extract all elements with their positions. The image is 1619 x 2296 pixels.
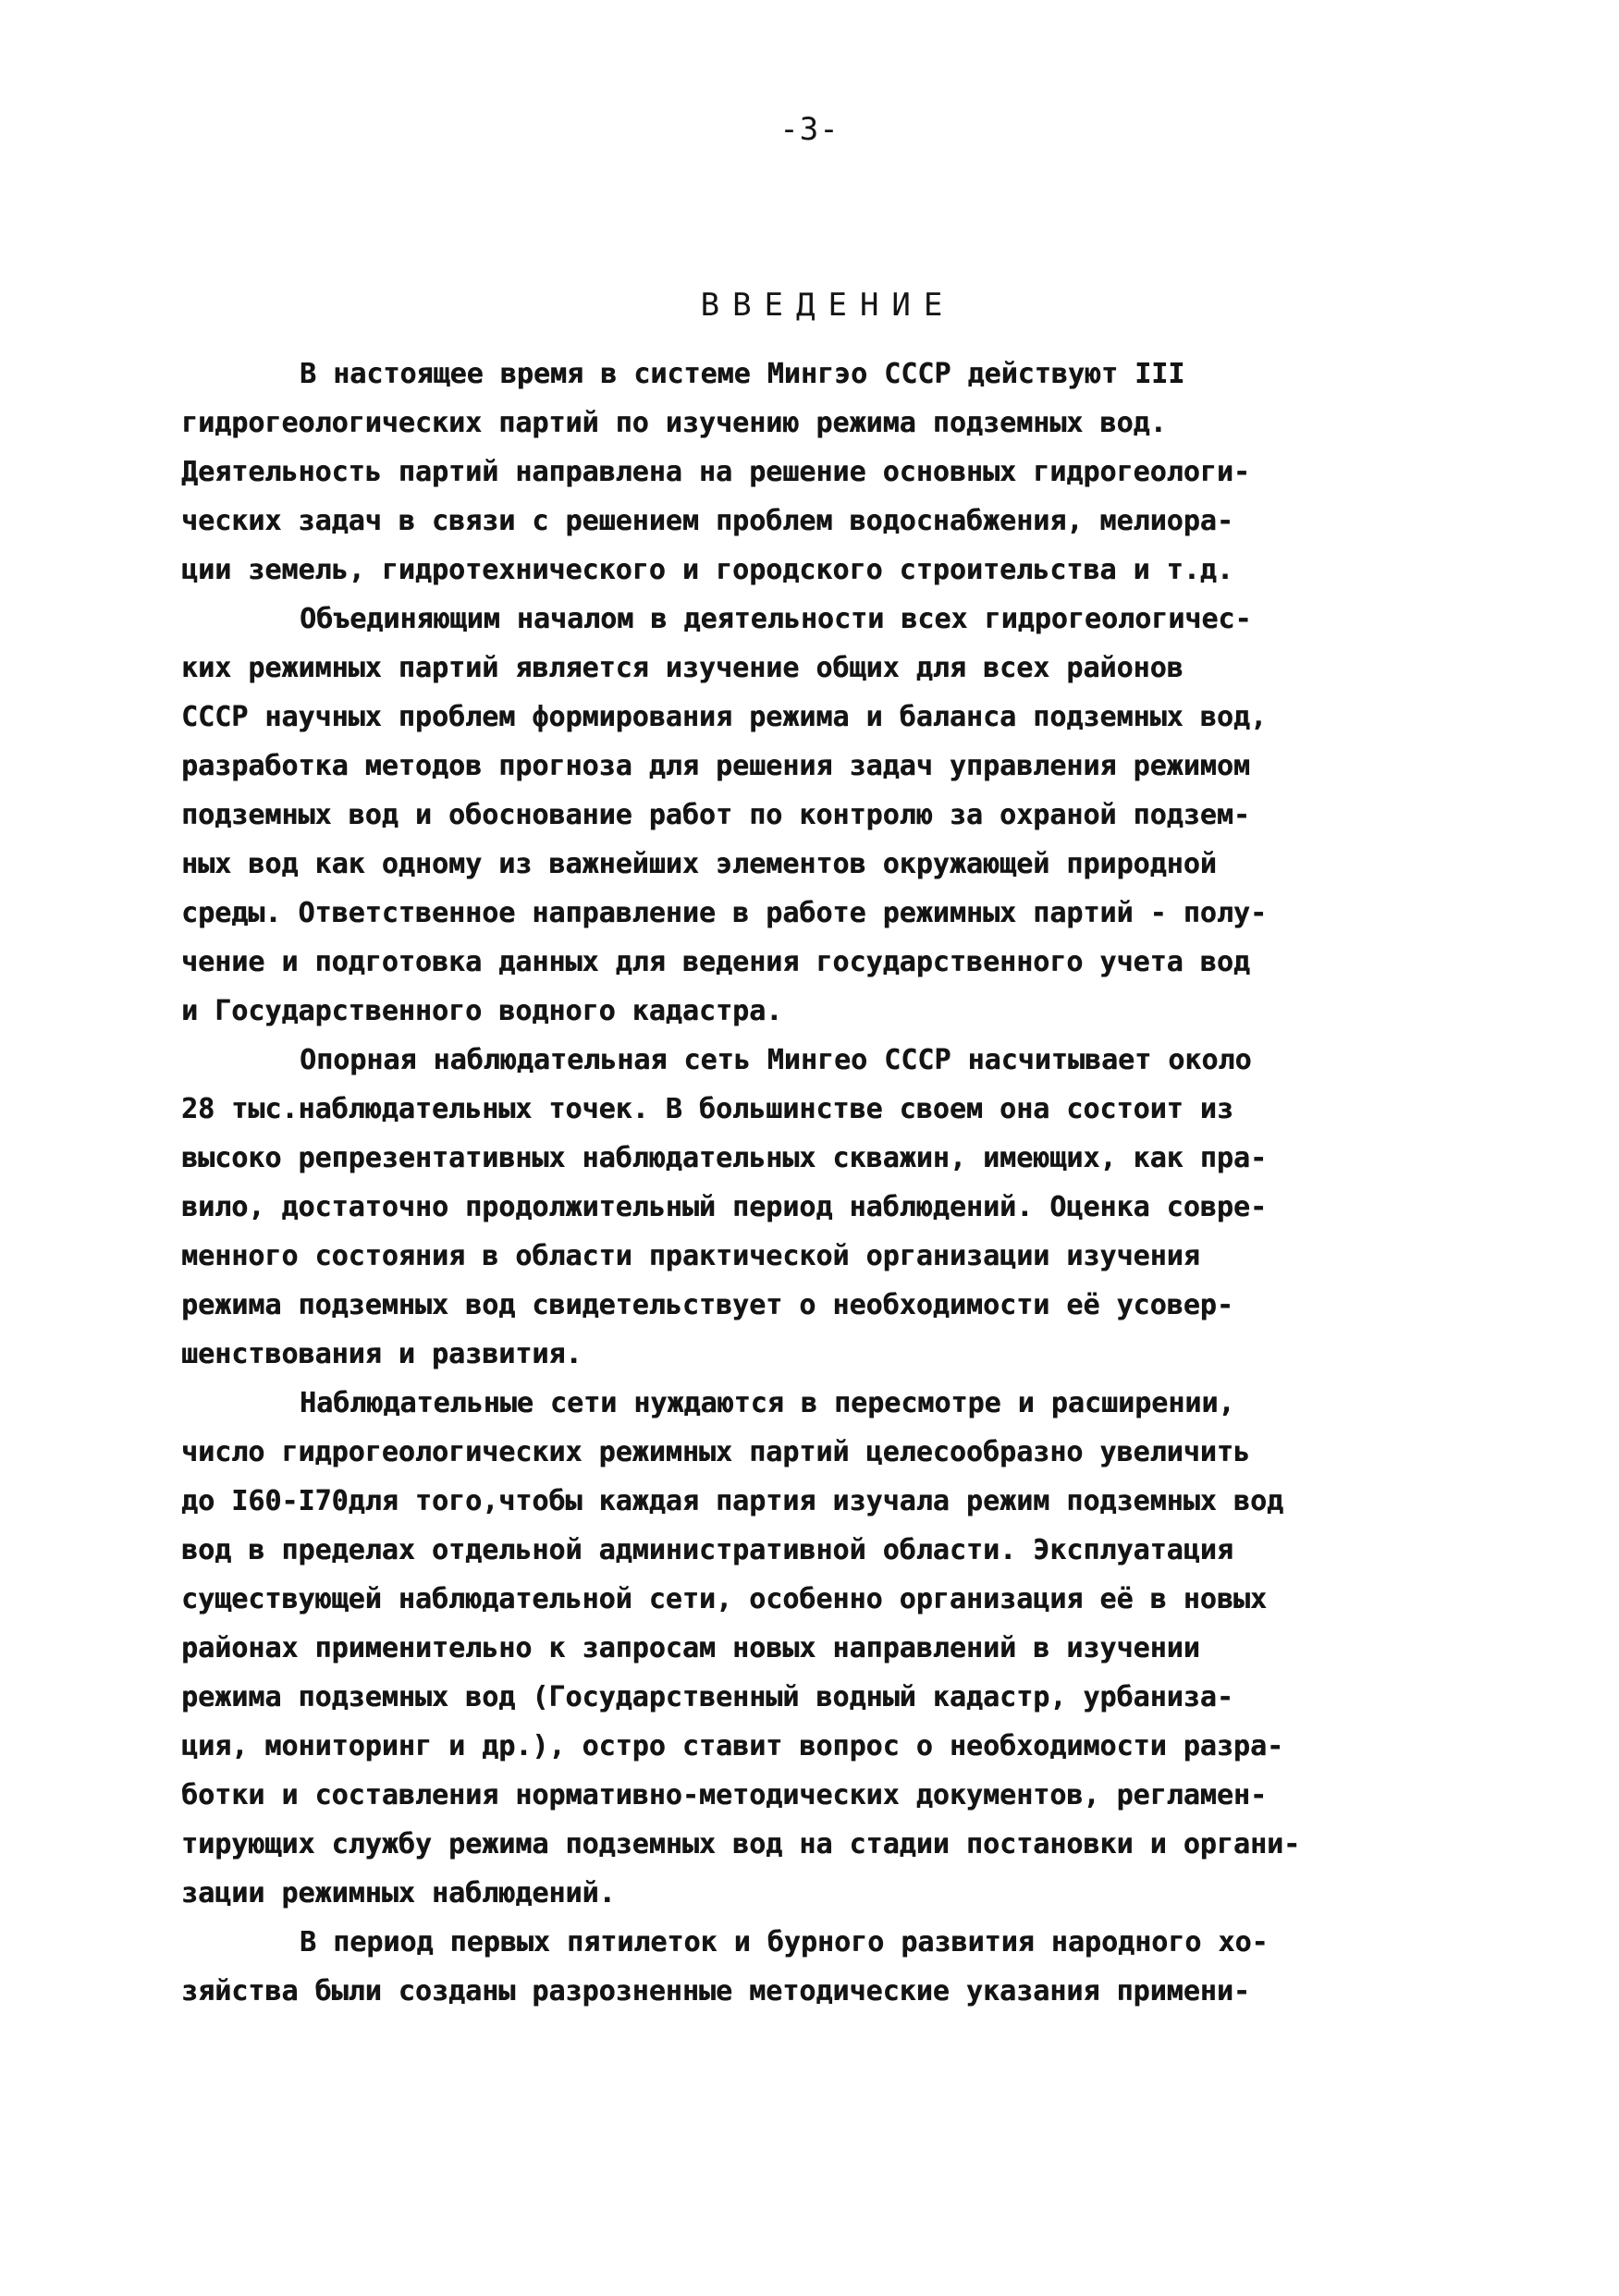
text-line: подземных вод и обоснование работ по контролю за охраной подзем- — [181, 799, 1250, 831]
text-line: 28 тыс.наблюдательных точек. В большинстве своем она состоит из — [181, 1093, 1233, 1125]
body-text — [181, 350, 1476, 2016]
text-line: ции земель, гидротехнического и городского строительства и т.д. — [181, 554, 1233, 586]
text-line: тирующих службу режима подземных вод на стадии постановки и органи- — [181, 1828, 1301, 1860]
text-line: разработка методов прогноза для решения задач управления режимом — [181, 750, 1250, 782]
text-line: ных вод как одному из важнейших элементов окружающей природной — [181, 848, 1217, 880]
text-line: зации режимных наблюдений. — [181, 1877, 616, 1909]
text-line: вод в пределах отдельной административной области. Эксплуатация — [181, 1534, 1233, 1566]
text-line: В период первых пятилеток и бурного развития народного хо- — [300, 1926, 1269, 1958]
text-line: ких режимных партий является изучение общих для всех районов — [181, 652, 1184, 684]
text-line: шенствования и развития. — [181, 1338, 583, 1370]
text-line: число гидрогеологических режимных партий целесообразно увеличить — [181, 1436, 1250, 1468]
text-line: зяйства были созданы разрозненные методические указания примени- — [181, 1975, 1250, 2007]
text-line: ботки и составления нормативно-методических документов, регламен- — [181, 1779, 1267, 1811]
text-line: менного состояния в области практической организации изучения — [181, 1240, 1200, 1272]
text-line: ческих задач в связи с решением проблем водоснабжения, мелиора- — [181, 505, 1233, 537]
text-line: Объединяющим началом в деятельности всех гидрогеологичес- — [300, 603, 1252, 635]
text-line: СССР научных проблем формирования режима и баланса подземных вод, — [181, 701, 1267, 733]
text-line: Опорная наблюдательная сеть Мингео СССР насчитывает около — [300, 1044, 1252, 1076]
text-line: районах применительно к запросам новых направлений в изучении — [181, 1632, 1200, 1664]
text-line: режима подземных вод (Государственный водный кадастр, урбаниза- — [181, 1681, 1233, 1713]
text-line: существующей наблюдательной сети, особенно организация её в новых — [181, 1583, 1267, 1615]
text-line: среды. Ответственное направление в работе режимных партий - полу- — [181, 897, 1267, 929]
text-line: В настоящее время в системе Мингэо СССР действуют III — [300, 358, 1185, 390]
text-line: Деятельность партий направлена на решение основных гидрогеологи- — [181, 456, 1250, 488]
text-line: высоко репрезентативных наблюдательных скважин, имеющих, как пра- — [181, 1142, 1267, 1174]
page-number: -3- — [779, 111, 840, 148]
text-line: чение и подготовка данных для ведения государственного учета вод — [181, 946, 1250, 978]
text-line: гидрогеологических партий по изучению режима подземных вод. — [181, 407, 1167, 439]
text-line: и Государственного водного кадастра. — [181, 995, 783, 1027]
text-line: до I60-I70для того,чтобы каждая партия изучала режим подземных вод — [181, 1485, 1284, 1517]
text-line: вило, достаточно продолжительный период наблюдений. Оценка совре- — [181, 1191, 1267, 1223]
text-line: ция, мониторинг и др.), остро ставит вопрос о необходимости разра- — [181, 1730, 1284, 1762]
section-heading: ВВЕДЕНИЕ — [700, 287, 956, 324]
text-line: режима подземных вод свидетельствует о необходимости её усовер- — [181, 1289, 1233, 1321]
text-line: Наблюдательные сети нуждаются в пересмотре и расширении, — [300, 1387, 1235, 1419]
